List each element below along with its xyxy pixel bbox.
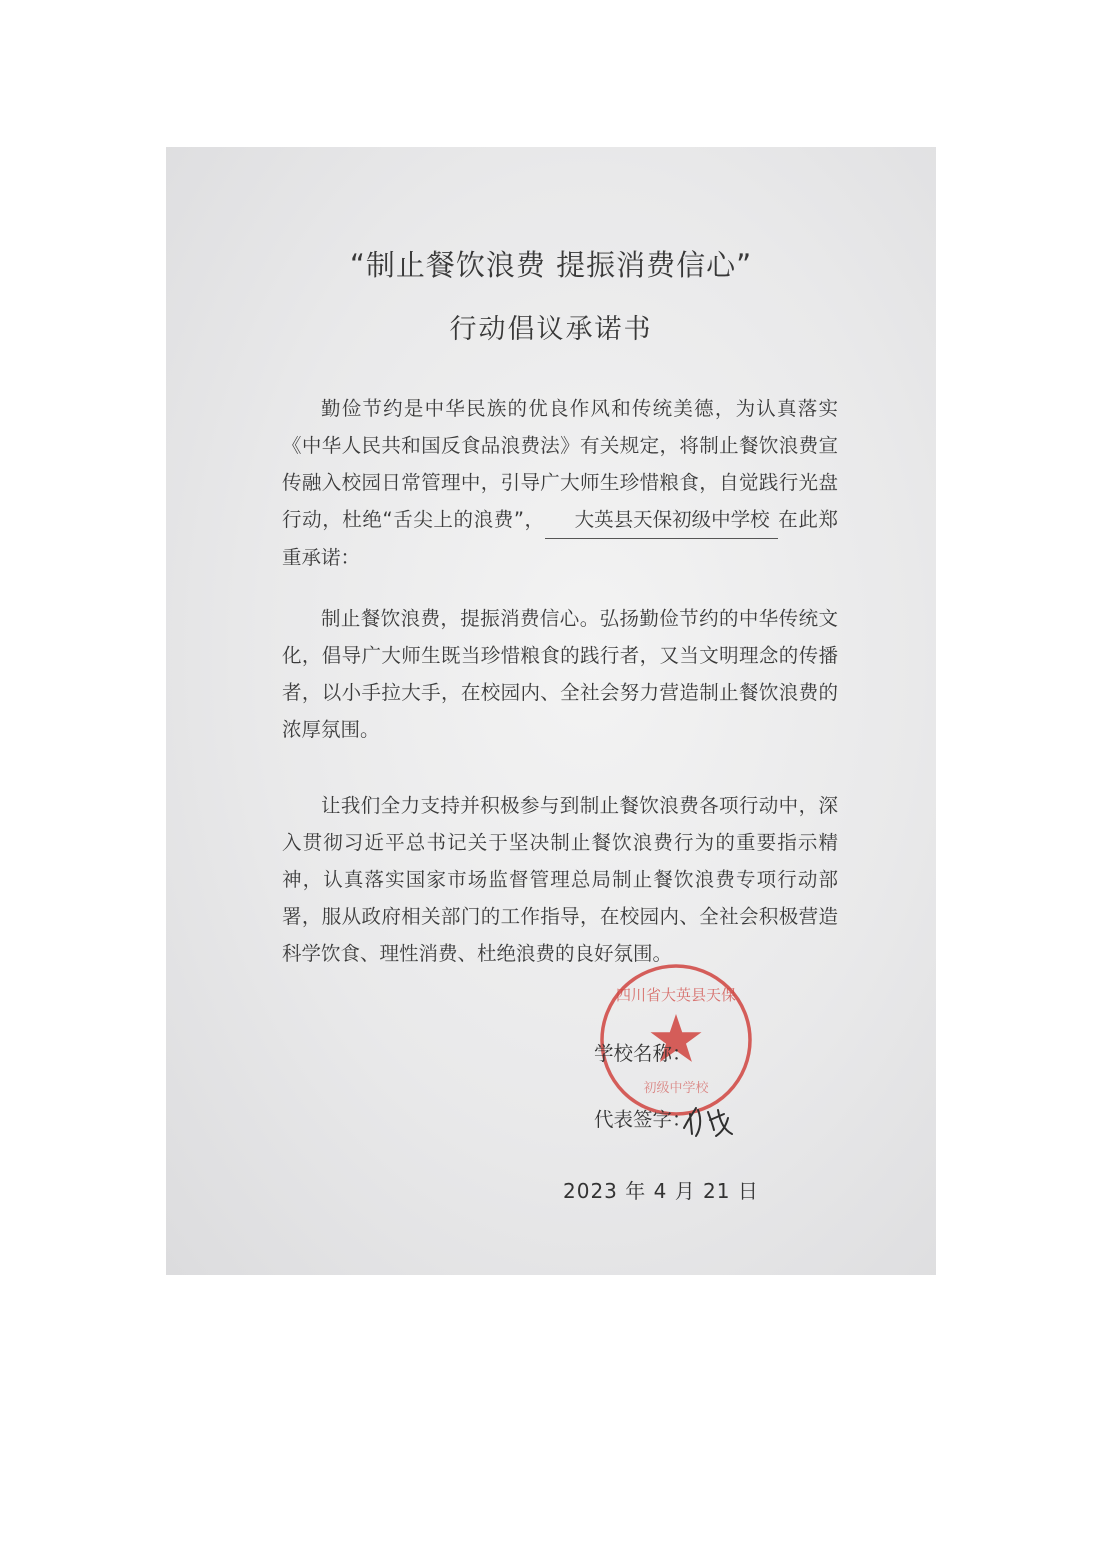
handwritten-signature [680,1100,740,1140]
seal-text-mark: 四川省大英县天保 [615,986,737,1004]
document-subtitle: 行动倡议承诺书 [449,314,653,345]
seal-text-mark-bottom: 初级中学校 [643,1081,709,1096]
intro-pledge-text: 在此郑重承诺： [282,508,838,569]
school-name-field: 大英县天保初级中学校 [545,501,778,539]
document-photo [166,147,936,1275]
paragraph-commitment: 制止餐饮浪费，提振消费信心。弘扬勤俭节约的中华传统文化，倡导广大师生既当珍惜粮食的践行者，又当文明理念的传播者，以小手拉大手，在校园内、全社会努力营造制止餐饮浪费的浓厚氛围。 [282,607,838,741]
paragraph-intro [282,390,838,576]
document-title: “制止餐饮浪费 提振消费信心” [349,248,753,282]
document-date: 2023 年 4 月 21 日 [563,1179,759,1203]
signature-label: 代表签字： [594,1108,692,1131]
school-name-label: 学校名称： [594,1042,692,1065]
paragraph-call-to-action: 让我们全力支持并积极参与到制止餐饮浪费各项行动中，深入贯彻习近平总书记关于坚决制止餐饮浪费行为的重要指示精神，认真落实国家市场监督管理总局制止餐饮浪费专项行动部署，服从政府相关部门的工作指导，在校园内、全社会积极营造科学饮食、理性消费、杜绝浪费的良好氛围。 [282,794,838,965]
intro-text: 勤俭节约是中华民族的优良作风和传统美德，为认真落实《中华人民共和国反食品浪费法》有关规定，将制止餐饮浪费宣传融入校园日常管理中，引导广大师生珍惜粮食，自觉践行光盘行动，杜绝“舌尖上的浪费”， [282,397,838,531]
